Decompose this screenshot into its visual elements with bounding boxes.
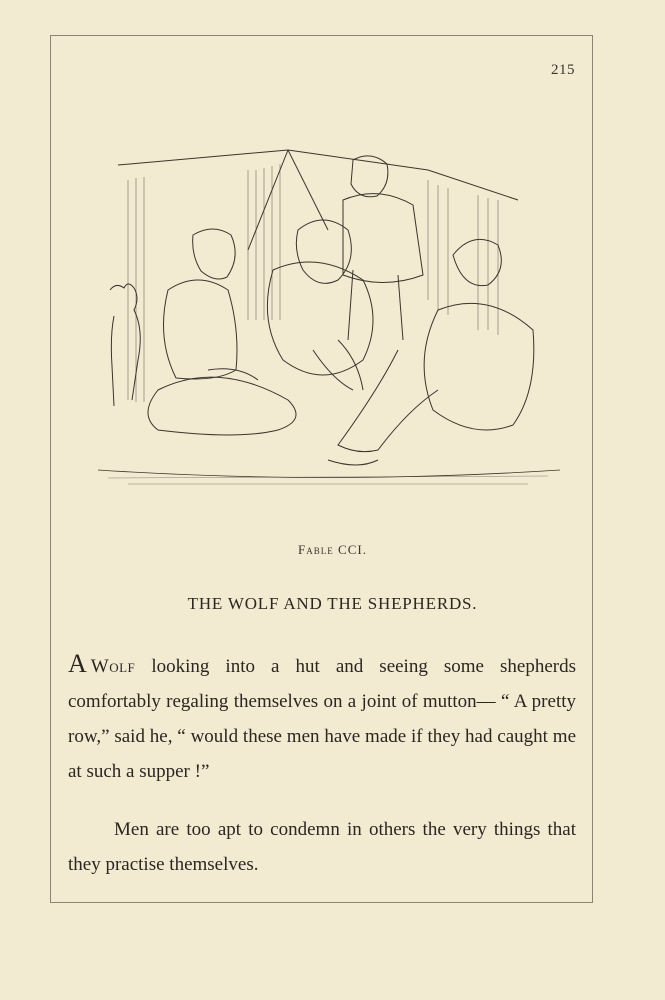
fable-moral: Men are too apt to condemn in others the very things that they practise themselves. (68, 819, 576, 875)
fable-number: Fable CCI. (298, 542, 367, 557)
page-number: 215 (551, 62, 575, 78)
fable-story (68, 646, 576, 789)
fable-illustration (98, 140, 560, 490)
fable-title: THE WOLF AND THE SHEPHERDS. (187, 594, 478, 613)
engraving-image (98, 140, 560, 490)
story-lead-word: Wolf (90, 656, 136, 677)
story-text: looking into a hut and seeing some shepherds comfortably regaling themselves on a joint of mutton— “ A pretty row,” said he, “ would these men have made if they had caught me at such a supper !” (68, 656, 577, 782)
story-initial: A (68, 649, 87, 678)
